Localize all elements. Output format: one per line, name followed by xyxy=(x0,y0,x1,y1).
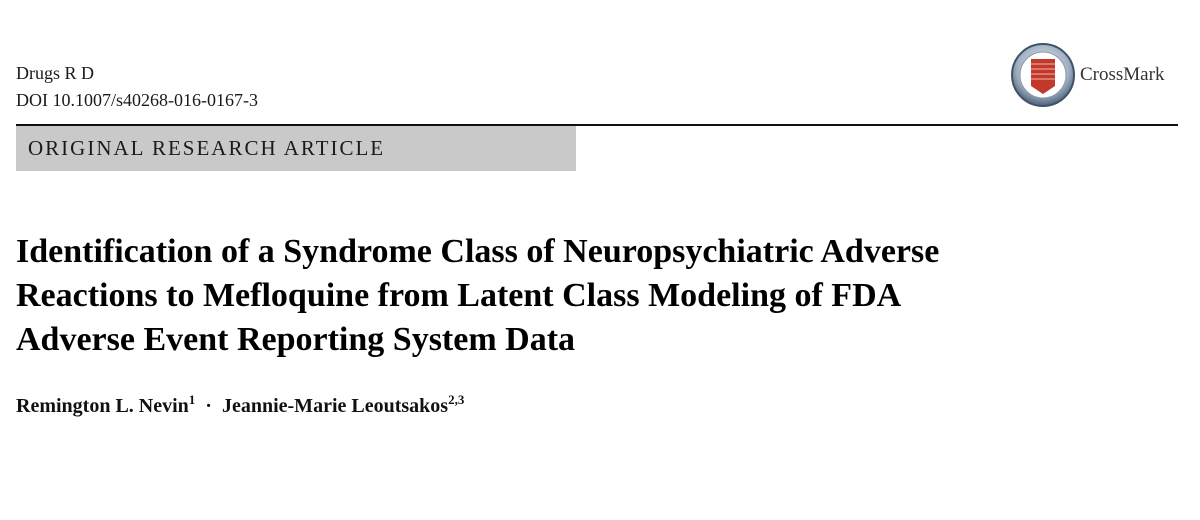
author-affiliation: 2,3 xyxy=(448,392,465,407)
journal-name: Drugs R D xyxy=(16,63,95,83)
author-affiliation: 1 xyxy=(188,392,196,407)
article-category: ORIGINAL RESEARCH ARTICLE xyxy=(28,136,386,160)
article-category-bar xyxy=(16,126,576,171)
crossmark-badge[interactable] xyxy=(1010,42,1190,108)
author-name[interactable]: Jeannie-Marie Leoutsakos xyxy=(221,395,449,417)
title-line: Adverse Event Reporting System Data xyxy=(16,321,576,358)
journal-info xyxy=(16,60,258,114)
author-name[interactable]: Remington L. Nevin xyxy=(16,395,189,417)
author-list xyxy=(16,392,465,418)
article-title xyxy=(16,230,939,362)
doi-text[interactable]: DOI 10.1007/s40268-016-0167-3 xyxy=(16,90,258,110)
crossmark-icon xyxy=(1010,42,1076,108)
title-line: Identification of a Syndrome Class of Neuropsychiatric Adverse xyxy=(16,233,940,270)
crossmark-label: CrossMark xyxy=(1080,64,1165,85)
title-line: Reactions to Mefloquine from Latent Class Modeling of FDA xyxy=(16,277,902,314)
author-separator: · xyxy=(205,395,212,417)
